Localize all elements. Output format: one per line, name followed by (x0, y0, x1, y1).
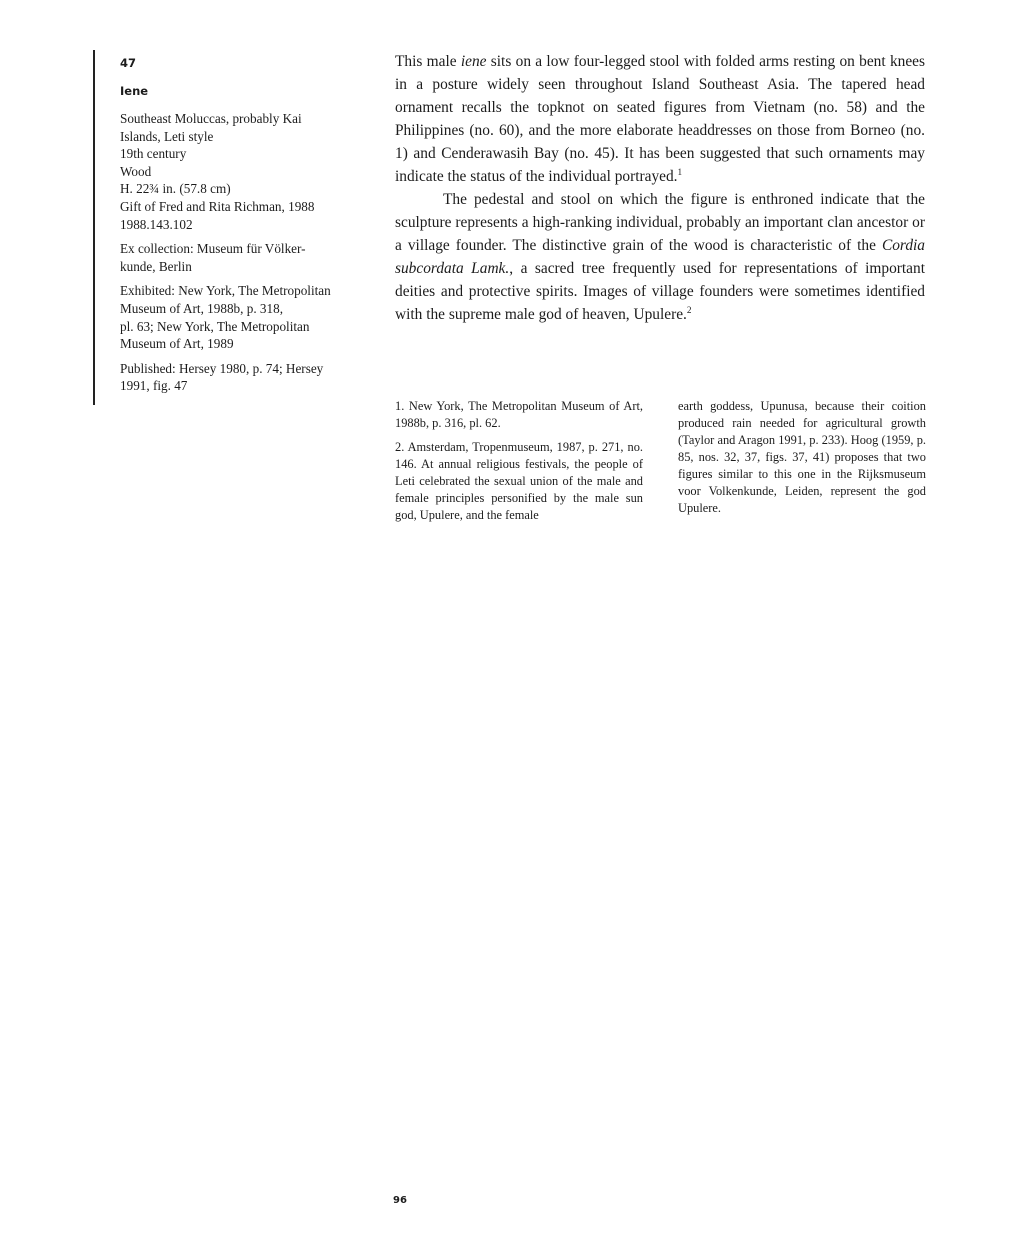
exhibited-line: Exhibited: New York, The Metropolitan (120, 283, 331, 299)
detail-line: Southeast Moluccas, probably Kai (120, 111, 302, 126)
detail-line: Islands, Leti style (120, 128, 214, 144)
catalogue-title: Iene (120, 84, 149, 98)
italic-term: iene (460, 53, 487, 70)
detail-line: 19th century (120, 146, 187, 162)
exhibited (120, 282, 355, 352)
ex-collection (120, 240, 355, 275)
detail-line: H. 22¾ in. (57.8 cm) (120, 181, 231, 197)
notes-column-1 (395, 398, 643, 524)
published-line: 1991, fig. 47 (120, 378, 188, 394)
page-number: 96 (393, 1195, 407, 1206)
detail-line: Gift of Fred and Rita Richman, 1988 (120, 198, 315, 214)
exhibited-line: pl. 63; New York, The Metropolitan (120, 318, 310, 334)
notes-column-2 (678, 398, 926, 517)
italic-term: Cordia subcordata Lamk. (395, 237, 925, 277)
exhibited-line: Museum of Art, 1989 (120, 336, 234, 352)
ex-collection-line: Ex collection: Museum für Völker- (120, 241, 306, 257)
object-details (120, 110, 355, 233)
sidebar-rule (93, 50, 95, 405)
main-text (395, 50, 925, 326)
body-paragraph-1: This male iene sits on a low four-legged stool with folded arms resting on bent knees in a posture widely seen throughout Island Southeast Asia. The tapered head ornament recalls the topknot on seated figures from Vietnam (no. 58) and the Philippines (no. 60), and the more elaborate headdresses on those from Borneo (no. 1) and Cenderawasih Bay (no. 45). It has been suggested that such ornaments may indicate the status of the individual portrayed.$^1$ (395, 53, 925, 185)
body-paragraph-2: The pedestal and stool on which the figure is enthroned indicate that the sculpture represents a high-ranking individual, probably an important clan ancestor or a village founder. The distinctive grain of the wood is characteristic of the Cordia subcordata Lamk., a sacred tree frequently used for representations of important deities and protective spirits. Images of village founders were sometimes identified with the supreme male god of heaven, Upulere.$^2$ (395, 191, 925, 323)
footnote-2-continued: earth goddess, Upunusa, because their coition produced rain needed for agricultural growth (Taylor and Aragon 1991, p. 233). Hoog (1959, p. 85, nos. 32, 37, figs. 37, 41) proposes that two figures similar to this one in the Rijksmuseum voor Volkenkunde, Leiden, represent the god Upulere. (678, 399, 926, 515)
footnote-ref: 1 (677, 166, 683, 177)
catalogue-entry-sidebar (120, 56, 355, 395)
published-line: Published: Hersey 1980, p. 74; Hersey (120, 360, 324, 376)
detail-line: Wood (120, 163, 152, 179)
footnote-1: 1. New York, The Metropolitan Museum of Art, 1988b, p. 316, pl. 62. (395, 399, 643, 430)
detail-line: 1988.143.102 (120, 216, 193, 232)
exhibited-line: Museum of Art, 1988b, p. 318, (120, 300, 284, 316)
catalogue-number: 47 (120, 56, 137, 70)
footnote-ref: 2 (686, 304, 692, 315)
published (120, 360, 355, 395)
ex-collection-line: kunde, Berlin (120, 258, 192, 274)
footnote-2: 2. Amsterdam, Tropenmuseum, 1987, p. 271, no. 146. At annual religious festivals, the people of Leti celebrated the sexual union of the male and female principles personified by the male sun god, Upulere, and the female (395, 440, 643, 522)
